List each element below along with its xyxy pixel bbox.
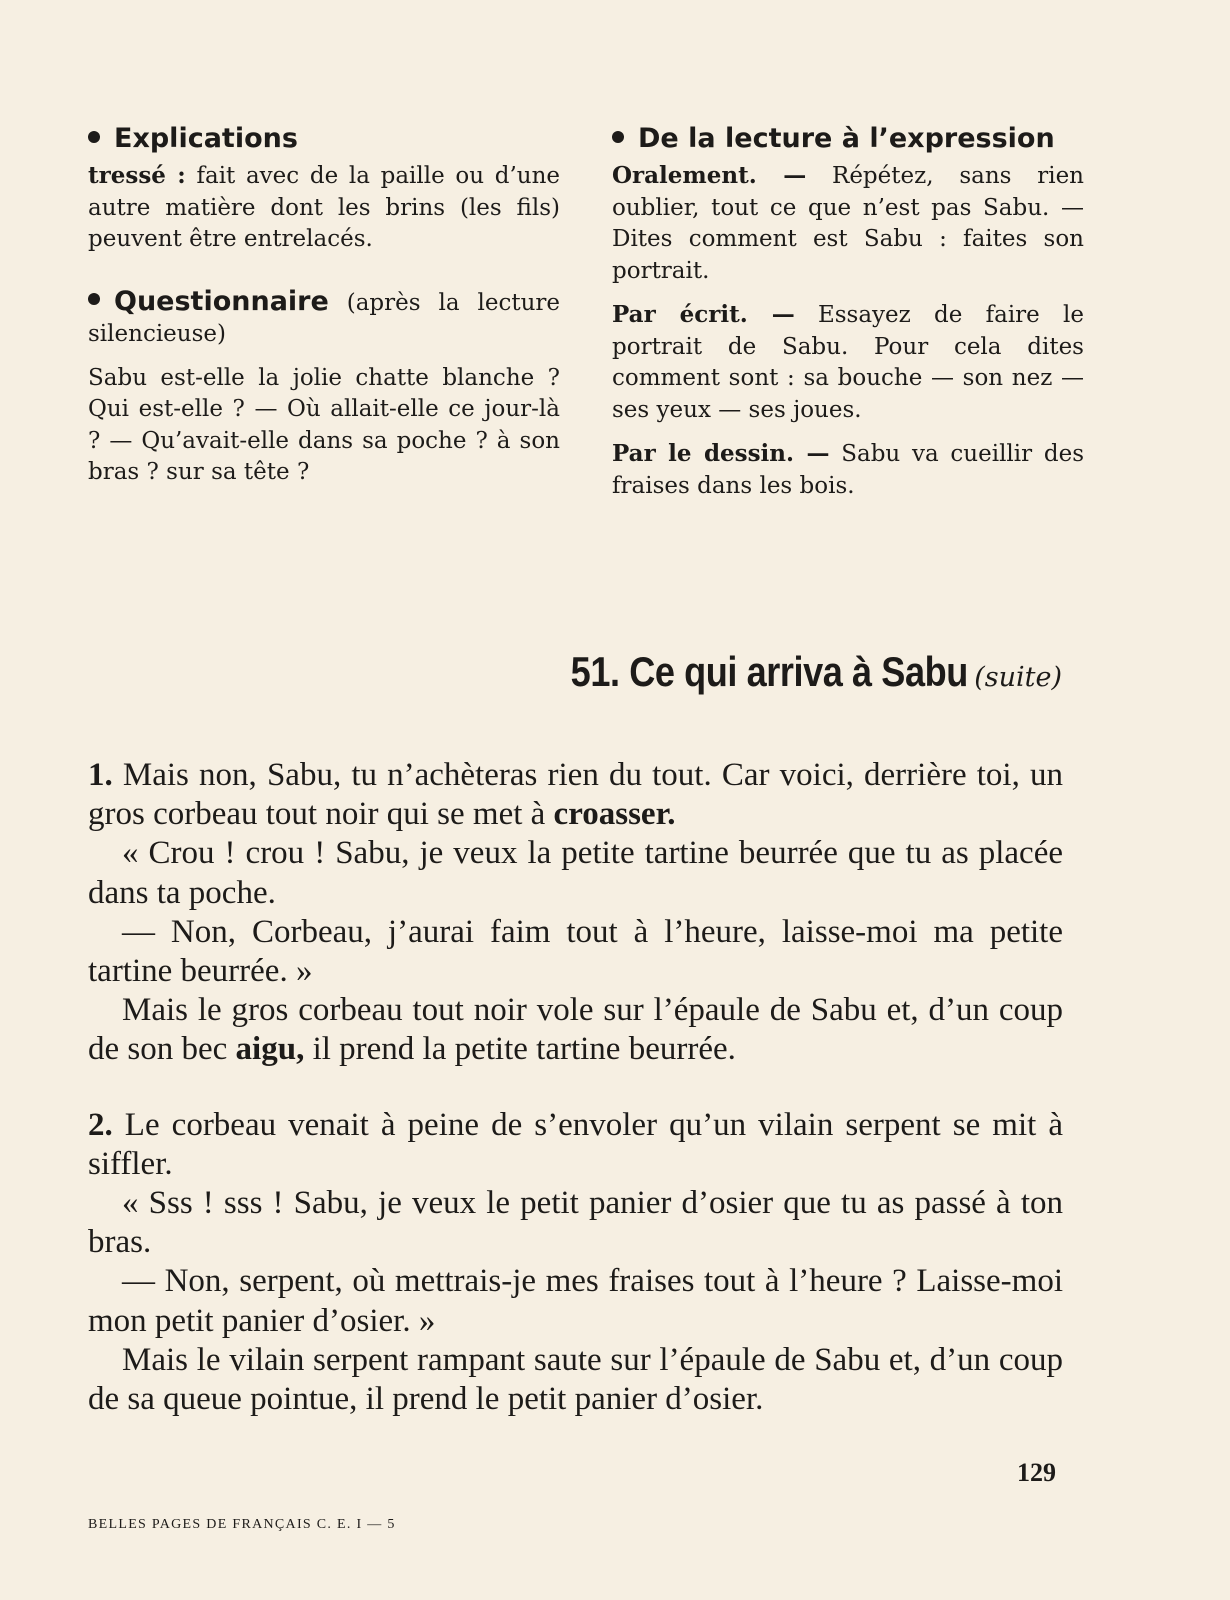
questionnaire-heading-note: (après la lecture silencieuse) — [88, 289, 560, 347]
written-label: Par écrit. — — [612, 301, 795, 328]
explications-text — [88, 160, 560, 256]
explications-heading — [88, 118, 560, 160]
story-paragraph-4 — [88, 991, 1063, 1069]
bullet-icon — [88, 293, 100, 305]
story-paragraph-5 — [88, 1106, 1063, 1184]
page-number: 129 — [1017, 1458, 1056, 1487]
bullet-icon — [612, 131, 624, 143]
explications-term: tressé : — [88, 162, 186, 189]
story-paragraph-3: — Non, Corbeau, j’aurai faim tout à l’heure, laisse-moi ma petite tartine beurrée. » — [88, 913, 1063, 990]
story-text-span: il prend la petite tartine beurrée. — [304, 1031, 736, 1068]
oral-text: Répétez, sans rien oublier, tout ce que n’est pas Sabu. — Dites comment est Sabu : faites son portrait. — [612, 163, 1084, 284]
chapter-title-main: 51. Ce qui arriva à Sabu — [571, 648, 969, 695]
footer-text: BELLES PAGES DE FRANÇAIS C. E. I — 5 — [88, 1517, 396, 1532]
vocab-word: croasser. — [553, 796, 676, 833]
story-paragraph-8: Mais le vilain serpent rampant saute sur l’épaule de Sabu et, d’un coup de sa queue pointue, il prend le petit panier d’osier. — [88, 1341, 1063, 1418]
questionnaire-heading — [88, 286, 329, 317]
story-paragraph-6: « Sss ! sss ! Sabu, je veux le petit panier d’osier que tu as passé à ton bras. — [88, 1185, 1063, 1261]
story-paragraph-7: — Non, serpent, où mettrais-je mes fraises tout à l’heure ? Laisse-moi mon petit panier d’osier. » — [88, 1263, 1063, 1339]
oral-label: Oralement. — — [612, 162, 807, 189]
drawing-exercise — [612, 438, 1084, 502]
written-text: Essayez de faire le portrait de Sabu. Pour cela dites comment sont : sa bouche — son nez — ses yeux — ses joues. — [612, 302, 1084, 423]
story-text — [88, 756, 1063, 1419]
chapter-title-sub: (suite) — [974, 662, 1062, 693]
story-text-span: Le corbeau venait à peine de s’envoler qu’un vilain serpent se mit à siffler. — [88, 1106, 1063, 1182]
oral-exercise — [612, 160, 1084, 287]
drawing-text: Sabu va cueillir des fraises dans les bois. — [612, 441, 1085, 499]
story-text-span: Mais non, Sabu, tu n’achèteras rien du tout. Car voici, derrière toi, un gros corbeau tout noir qui se met à — [88, 757, 1063, 833]
story-text-span: Mais le gros corbeau tout noir vole sur l’épaule de Sabu et, d’un coup de son bec — [88, 992, 1063, 1068]
questionnaire-questions: Sabu est-elle la jolie chatte blanche ? Qui est-elle ? — Où allait-elle ce jour-là ? — Qu’avait-elle dans sa poche ? à son bras ? sur sa tête ? — [88, 364, 560, 485]
paragraph-number: 1. — [88, 757, 113, 793]
questionnaire-heading-block — [88, 286, 560, 351]
explications-body: fait avec de la paille ou d’une autre matière dont les brins (les fils) peuvent être entrelacés. — [88, 163, 561, 252]
drawing-label: Par le dessin. — — [612, 440, 830, 467]
expression-heading-text: De la lecture à l’expression — [638, 123, 1055, 154]
story-paragraph-1 — [88, 756, 1063, 834]
left-column — [88, 118, 560, 489]
story-paragraph-2: « Crou ! crou ! Sabu, je veux la petite tartine beurrée que tu as placée dans ta poche. — [88, 835, 1063, 911]
right-column — [612, 118, 1084, 502]
chapter-title — [506, 648, 1062, 696]
explications-heading-text: Explications — [114, 123, 298, 154]
bullet-icon — [88, 131, 100, 143]
vocab-word: aigu, — [235, 1031, 305, 1068]
written-exercise — [612, 299, 1084, 426]
paragraph-number: 2. — [88, 1106, 113, 1143]
questionnaire-heading-text: Questionnaire — [114, 285, 329, 317]
expression-heading — [612, 118, 1084, 160]
